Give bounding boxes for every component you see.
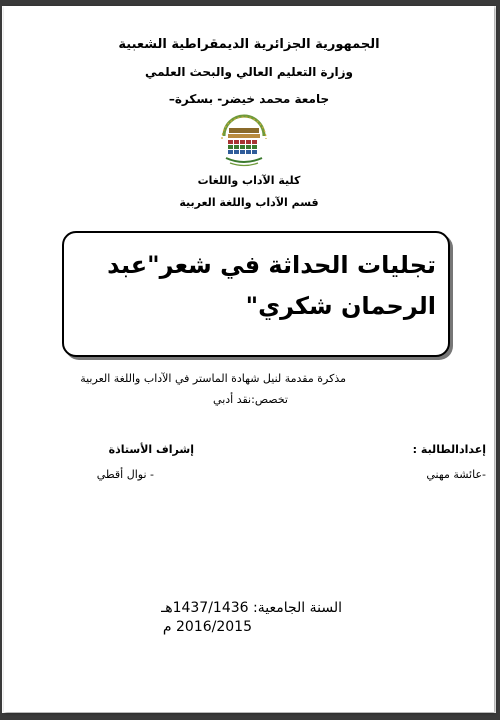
student-label: إعدادالطالبة : xyxy=(412,443,486,456)
academic-year-hijri: السنة الجامعية: 1437/1436هـ xyxy=(161,600,342,616)
specialization: تخصص:نقد أدبي xyxy=(213,393,288,406)
memo-description: مذكرة مقدمة لنيل شهادة الماستر في الآداب واللغة العربية xyxy=(80,372,346,385)
viewer-right-edge xyxy=(496,0,500,720)
university-heading: جامعة محمد خيضر- بسكرة– xyxy=(168,92,330,106)
supervisor-name: - نوال أقطي xyxy=(96,468,154,481)
viewer-left-edge xyxy=(0,0,2,720)
document-page xyxy=(4,6,494,712)
faculty-heading: كلية الآداب واللغات xyxy=(197,174,301,187)
viewer-bottom-bar xyxy=(0,713,500,720)
university-logo-icon xyxy=(216,114,272,170)
ministry-heading: وزارة التعليم العالي والبحث العلمي xyxy=(144,65,354,79)
thesis-title: تجليات الحداثة في شعر"عبد الرحمان شكري" xyxy=(107,251,436,320)
thesis-title-frame xyxy=(62,231,450,357)
department-heading: قسم الآداب واللغة العربية xyxy=(179,196,319,209)
supervisor-label: إشراف الأستاذة xyxy=(108,443,194,456)
republic-heading: الجمهورية الجزائرية الديمقراطية الشعبية xyxy=(118,37,380,52)
academic-year-gregorian: 2016/2015 م xyxy=(162,619,252,635)
student-name: -عائشة مهني xyxy=(426,468,486,481)
